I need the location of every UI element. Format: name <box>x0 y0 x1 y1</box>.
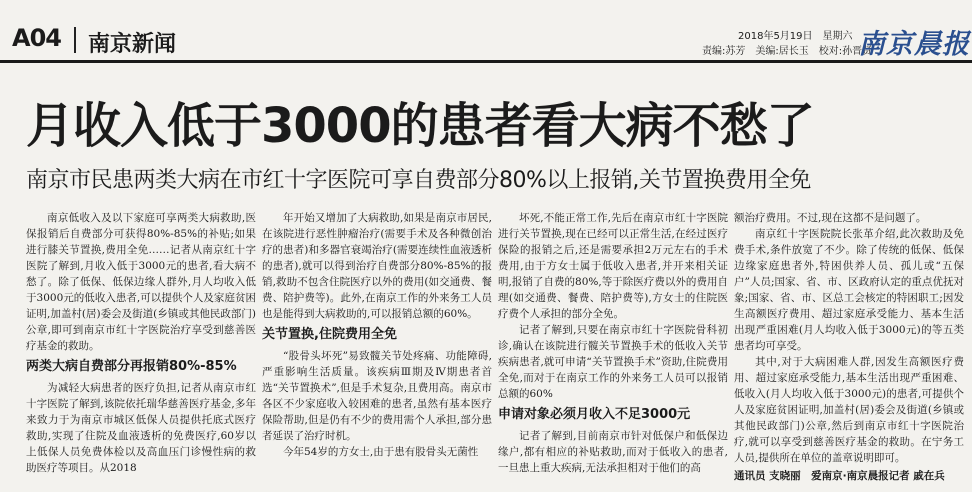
paragraph: 南京红十字医院院长张革介绍,此次救助及免费手术,条件放宽了不少。除了传统的低保、低保边缘家庭患者外,特困供养人员、孤儿或“五保户”人员;国家、省、市、区政府认定的重点优抚对象;国家、省、市、区总工会核定的特困职工;因发生高额医疗费用、超过家庭承受能力、基本生活出现严重困难(月人均收入低于3000元)的等五类患者均可享受。 <box>734 228 964 352</box>
paragraph: 坏死,不能正常工作,先后在南京市红十字医院进行关节置换,现在已经可以正常生活,在经过医疗保险的报销之后,还是需要承担2万元左右的手术费用,由于方女士属于低收入患者,并开来相关证明,报销了自费的80%,等于除医疗费以外的费用自理(如交通费、餐费、陪护费等),方女士的住院医疗费个人承担的部分全免。 <box>498 212 728 320</box>
section-heading: 申请对象必须月收入不足3000元 <box>498 407 691 422</box>
paragraph: 为减轻大病患者的医疗负担,记者从南京市红十字医院了解到,该院依托瑞华慈善医疗基金,多年来致力于为南京市城区低保人员提供托底式医疗救助,实现了住院及血液透析的免费医疗,60岁以上低保人员免费体检以及高血压门诊慢性病的救助医疗等项目。从2018 <box>26 382 256 474</box>
headline: 月收入低于3000的患者看大病不愁了 <box>26 98 814 154</box>
issue-date: 2018年5月19日 星期六 <box>738 31 853 42</box>
paragraph: 其中,对于大病困难人群,因发生高额医疗费用、超过家庭承受能力,基本生活出现严重困难、低收入(月人均收入低于3000元)的患者,可提供个人及家庭贫困证明,加盖村(居)委会及街道(乡镇或其他民政部门)公章,然后到南京市红十字医院治疗,就可以享受到慈善医疗基金的救助。在宁务工人员,提供所在单位的盖章说明即可。 <box>734 356 964 464</box>
section-title: 南京新闻 <box>88 32 177 57</box>
section-heading: 关节置换,住院费用全免 <box>262 327 397 342</box>
masthead <box>0 0 972 60</box>
section-heading: 两类大病自费部分再报销80%-85% <box>26 359 237 374</box>
paragraph: 记者了解到,目前南京市针对低保户和低保边缘户,都有相应的补贴救助,而对于低收入的患者,一旦患上重大疾病,无法承担相对于他们的高 <box>498 430 728 474</box>
article-column-2 <box>262 210 492 492</box>
byline: 通讯员 支晓丽 爱南京·南京晨报记者 戚在兵 <box>734 470 945 482</box>
paragraph: 南京低收入及以下家庭可享两类大病救助,医保报销后自费部分可获得80%-85%的补贴;如果进行膝关节置换,费用全免……记者从南京红十字医院了解到,月收入低于3000元的患者,看大病不愁了。除了低保、低保边缘人群外,月人均收入低于3000元的低收入患者,可以提供个人及家庭贫困证明,加盖村(居)委会及街道(乡镇或其他民政部门)公章,即可到南京市红十字医院治疗享受到慈善医疗基金的救助。 <box>26 212 256 352</box>
paragraph: 额治疗费用。不过,现在这都不是问题了。 <box>734 212 927 224</box>
paragraph: 今年54岁的方女士,由于患有股骨头无菌性 <box>283 446 479 458</box>
paragraph: 年开始又增加了大病救助,如果是南京市居民,在该院进行恶性肿瘤治疗(需要手术及各种微创治疗的患者)和多器官衰竭治疗(需要连续性血液透析的患者),就可以得到治疗自费部分80%-85%的报销,救助不包含住院医疗以外的费用(如交通费、餐费、陪护费等)。此外,在南京工作的外来务工人员也是能得到大病救助的,可以报销总额的60%。 <box>262 212 492 320</box>
header-rule <box>0 60 972 63</box>
newspaper-logo: 南京晨报 <box>858 29 970 60</box>
page-number: A04 <box>12 24 61 52</box>
article-column-4 <box>734 210 964 466</box>
article-column-3 <box>498 210 728 492</box>
article-column-1 <box>26 210 256 492</box>
masthead-divider <box>74 27 76 53</box>
paragraph: “股骨头坏死”易致髋关节处疼痛、功能障碍,严重影响生活质量。该疾病Ⅲ期及Ⅳ期患者首选“关节置换术”,但是手术复杂,且费用高。南京市各区不少家庭收入较困难的患者,虽然有基本医疗保险帮助,但是仍有不少的费用需个人承担,部分患者延误了治疗时机。 <box>262 350 492 442</box>
editor-credits: 责编:苏芳 美编:居长玉 校对:孙晋贤 <box>702 46 873 57</box>
paragraph: 记者了解到,只要在南京市红十字医院骨科初诊,确认在该院进行髋关节置换手术的低收入关节疾病患者,就可申请“关节置换手术”资助,住院费用全免,而对于在南京工作的外来务工人员可以报销总额的60% <box>498 324 728 400</box>
subheadline: 南京市民患两类大病在市红十字医院可享自费部分80%以上报销,关节置换费用全免 <box>26 168 811 193</box>
